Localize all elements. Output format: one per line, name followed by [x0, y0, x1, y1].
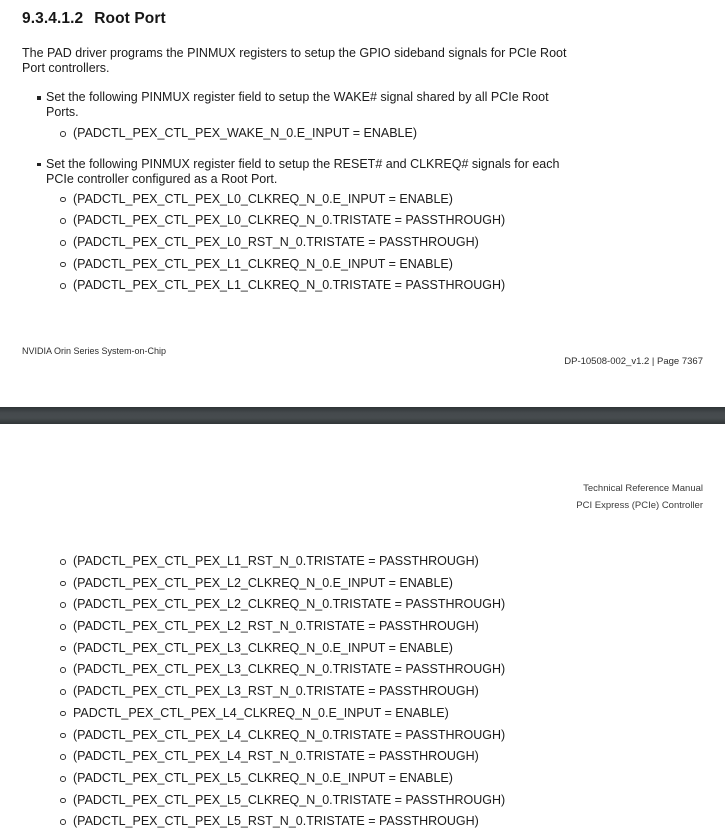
list-item — [37, 210, 559, 232]
bullet-circle-icon — [37, 776, 73, 782]
register-setting: (PADCTL_PEX_CTL_PEX_L1_RST_N_0.TRISTATE = PASSTHROUGH) — [73, 554, 479, 568]
register-setting: (PADCTL_PEX_CTL_PEX_L0_CLKREQ_N_0.TRISTATE = PASSTHROUGH) — [73, 213, 506, 228]
list-item — [37, 551, 505, 573]
list-item — [37, 157, 559, 187]
list-item-text — [46, 157, 559, 187]
list-item-text — [46, 90, 549, 120]
bullet-circle-icon — [37, 240, 73, 246]
register-setting: PADCTL_PEX_CTL_PEX_L4_CLKREQ_N_0.E_INPUT = ENABLE) — [73, 705, 449, 720]
register-setting: (PADCTL_PEX_CTL_PEX_L5_CLKREQ_N_0.TRISTATE = PASSTHROUGH) — [73, 792, 506, 807]
bullet-circle-icon — [37, 733, 73, 739]
bullet-circle-icon — [37, 624, 73, 630]
page-header-chapter-title: PCI Express (PCIe) Controller — [576, 500, 703, 511]
page-footer-doc-id-page-number: DP-10508-002_v1.2 | Page 7367 — [564, 356, 703, 367]
section-number: 9.3.4.1.2 — [22, 10, 84, 27]
pinmux-list-page2 — [37, 551, 505, 833]
bullet-circle-icon — [37, 283, 73, 289]
register-setting: (PADCTL_PEX_CTL_PEX_L4_CLKREQ_N_0.TRISTATE = PASSTHROUGH) — [73, 727, 506, 742]
bullet-circle-icon — [37, 689, 73, 695]
bullet-circle-icon — [37, 602, 73, 608]
page-separator-bar — [0, 407, 725, 424]
bullet-circle-icon — [37, 754, 73, 760]
register-setting: (PADCTL_PEX_CTL_PEX_L0_CLKREQ_N_0.E_INPUT = ENABLE) — [73, 191, 453, 206]
page-footer-document-title: NVIDIA Orin Series System-on-Chip — [22, 346, 167, 356]
list-item — [37, 681, 505, 703]
list-item-line: PCIe controller configured as a Root Port. — [46, 171, 278, 186]
list-item — [37, 725, 505, 747]
list-item — [37, 659, 505, 681]
list-item — [37, 790, 505, 812]
bullet-circle-icon — [37, 197, 73, 203]
list-item — [37, 189, 559, 211]
page-header — [576, 480, 703, 514]
list-item — [37, 746, 505, 768]
bullet-square-icon — [37, 157, 46, 167]
intro-line: Port controllers. — [22, 61, 110, 75]
bullet-circle-icon — [37, 262, 73, 268]
bullet-circle-icon — [37, 711, 73, 717]
list-item-line: Set the following PINMUX register field to setup the RESET# and CLKREQ# signals for each — [46, 156, 560, 171]
list-item — [37, 573, 505, 595]
list-item — [37, 275, 559, 297]
register-setting: (PADCTL_PEX_CTL_PEX_L5_RST_N_0.TRISTATE = PASSTHROUGH) — [73, 814, 479, 829]
section-heading — [22, 10, 166, 28]
list-item — [37, 123, 559, 145]
register-setting: (PADCTL_PEX_CTL_PEX_L0_RST_N_0.TRISTATE = PASSTHROUGH) — [73, 235, 479, 250]
register-setting: (PADCTL_PEX_CTL_PEX_L3_RST_N_0.TRISTATE = PASSTHROUGH) — [73, 684, 479, 699]
page-header-manual-title: Technical Reference Manual — [583, 483, 703, 494]
bullet-circle-icon — [37, 798, 73, 804]
register-setting: (PADCTL_PEX_CTL_PEX_L4_RST_N_0.TRISTATE = PASSTHROUGH) — [73, 749, 479, 764]
list-item — [37, 90, 559, 120]
list-item — [37, 638, 505, 660]
list-item — [37, 594, 505, 616]
bullet-circle-icon — [37, 819, 73, 825]
register-setting: (PADCTL_PEX_CTL_PEX_L2_CLKREQ_N_0.E_INPUT = ENABLE) — [73, 575, 453, 590]
list-item — [37, 703, 505, 725]
bullet-circle-icon — [37, 218, 73, 224]
bullet-square-icon — [37, 90, 46, 100]
register-setting: (PADCTL_PEX_CTL_PEX_L3_CLKREQ_N_0.TRISTATE = PASSTHROUGH) — [73, 662, 506, 677]
register-setting: (PADCTL_PEX_CTL_PEX_L3_CLKREQ_N_0.E_INPUT = ENABLE) — [73, 640, 453, 655]
register-setting: (PADCTL_PEX_CTL_PEX_L2_RST_N_0.TRISTATE = PASSTHROUGH) — [73, 619, 479, 634]
list-item-line: Set the following PINMUX register field to setup the WAKE# signal shared by all PCIe Root — [46, 90, 549, 104]
register-setting: (PADCTL_PEX_CTL_PEX_L1_CLKREQ_N_0.TRISTATE = PASSTHROUGH) — [73, 278, 506, 293]
bullet-circle-icon — [37, 581, 73, 587]
bullet-circle-icon — [37, 131, 73, 137]
list-item-line: Ports. — [46, 105, 79, 119]
intro-paragraph — [22, 46, 566, 76]
register-setting: (PADCTL_PEX_CTL_PEX_WAKE_N_0.E_INPUT = ENABLE) — [73, 126, 418, 140]
register-setting: (PADCTL_PEX_CTL_PEX_L1_CLKREQ_N_0.E_INPUT = ENABLE) — [73, 256, 453, 271]
list-item — [37, 616, 505, 638]
list-item — [37, 232, 559, 254]
bullet-circle-icon — [37, 559, 73, 565]
list-item — [37, 254, 559, 276]
bullet-circle-icon — [37, 667, 73, 673]
list-item — [37, 811, 505, 833]
register-setting: (PADCTL_PEX_CTL_PEX_L2_CLKREQ_N_0.TRISTATE = PASSTHROUGH) — [73, 597, 506, 612]
intro-line: The PAD driver programs the PINMUX registers to setup the GPIO sideband signals for PCIe Root — [22, 46, 567, 60]
bullet-circle-icon — [37, 646, 73, 652]
register-setting: (PADCTL_PEX_CTL_PEX_L5_CLKREQ_N_0.E_INPUT = ENABLE) — [73, 770, 453, 785]
section-title: Root Port — [94, 10, 166, 27]
pinmux-list-page1 — [37, 90, 559, 297]
list-item — [37, 768, 505, 790]
